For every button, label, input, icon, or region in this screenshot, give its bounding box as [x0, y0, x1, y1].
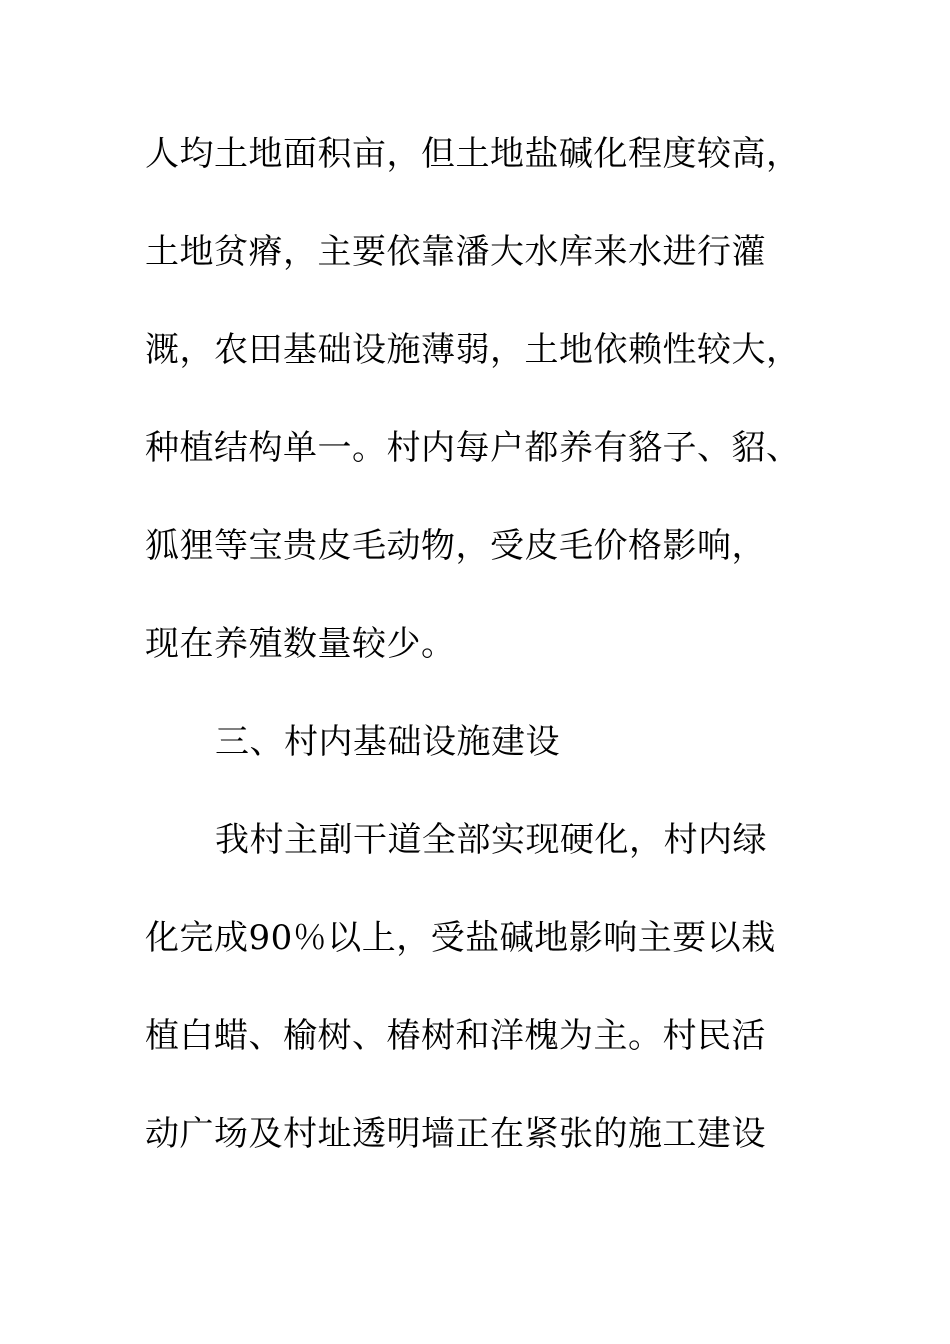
- paragraph-line: 动广场及村址透明墙正在紧张的施工建设: [145, 1114, 766, 1154]
- paragraph-line: 土地贫瘠，主要依靠潘大水库来水进行灌: [145, 232, 766, 272]
- section-heading: 三、村内基础设施建设: [215, 722, 560, 762]
- paragraph-line: 人均土地面积亩，但土地盐碱化程度较高，: [145, 134, 801, 174]
- paragraph-line: 现在养殖数量较少。: [145, 624, 456, 664]
- paragraph-line: 我村主副干道全部实现硬化，村内绿: [215, 820, 767, 860]
- paragraph-line: 狐狸等宝贵皮毛动物，受皮毛价格影响，: [145, 526, 766, 566]
- paragraph-line: 溉，农田基础设施薄弱，土地依赖性较大，: [145, 330, 801, 370]
- paragraph-line: 种植结构单一。村内每户都养有貉子、貂、: [145, 428, 801, 468]
- paragraph-line: 化完成90％以上，受盐碱地影响主要以栽: [145, 918, 776, 958]
- paragraph-line: 植白蜡、榆树、椿树和洋槐为主。村民活: [145, 1016, 766, 1056]
